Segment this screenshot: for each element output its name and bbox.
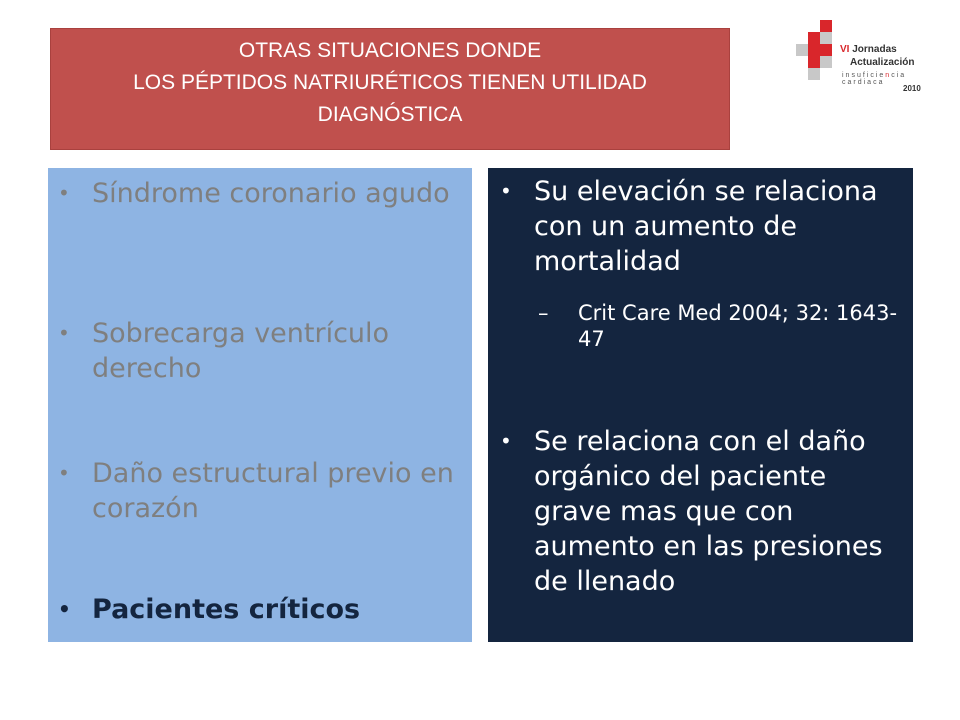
list-item: [58, 316, 463, 386]
list-item: [496, 174, 906, 279]
bullet-icon: •: [58, 597, 71, 621]
list-item: [58, 176, 463, 211]
slide-title: [50, 28, 730, 150]
list-item-text: Síndrome coronario agudo: [92, 178, 450, 209]
logo-text-tagline: insuficiencia cardiaca: [842, 72, 907, 86]
logo-square: [820, 44, 832, 56]
sub-list-item: [538, 300, 898, 352]
logo-square: [820, 32, 832, 44]
title-line-2: LOS PÉPTIDOS NATRIURÉTICOS TIENEN UTILIDAD: [133, 71, 647, 94]
bullet-icon: •: [58, 181, 70, 205]
logo-square: [796, 44, 808, 56]
logo-square: [820, 20, 832, 32]
list-item: [58, 456, 463, 526]
bullet-icon: •: [58, 461, 70, 485]
right-panel: [488, 168, 913, 642]
dash-icon: –: [538, 301, 549, 325]
logo-text-jornadas: VI Jornadas: [840, 44, 897, 55]
bullet-icon: •: [500, 179, 512, 203]
list-item-text: Su elevación se relaciona con un aumento de mortalidad: [534, 176, 878, 277]
bullet-icon: •: [500, 429, 512, 453]
list-item-text: Daño estructural previo en corazón: [92, 458, 454, 524]
left-panel: [48, 168, 472, 642]
title-line-1: OTRAS SITUACIONES DONDE: [238, 39, 542, 62]
logo-square: [808, 56, 820, 68]
list-item: [496, 424, 906, 599]
bullet-icon: •: [58, 321, 70, 345]
logo-text-actualizacion: Actualización: [850, 57, 915, 68]
citation-text: Crit Care Med 2004; 32: 1643-47: [578, 301, 898, 351]
list-item-text: Sobrecarga ventrículo derecho: [92, 318, 390, 384]
logo-square: [808, 68, 820, 80]
list-item-text: Pacientes críticos: [92, 594, 361, 625]
list-item-text: Se relaciona con el daño orgánico del paciente grave mas que con aumento en las presiones de llenado: [534, 426, 883, 597]
logo-square: [820, 56, 832, 68]
logo-text-year: 2010: [903, 84, 921, 93]
event-logo: [748, 14, 948, 94]
logo-square: [808, 44, 820, 56]
title-line-3: DIAGNÓSTICA: [317, 103, 463, 126]
list-item: [58, 592, 463, 627]
logo-square: [808, 32, 820, 44]
